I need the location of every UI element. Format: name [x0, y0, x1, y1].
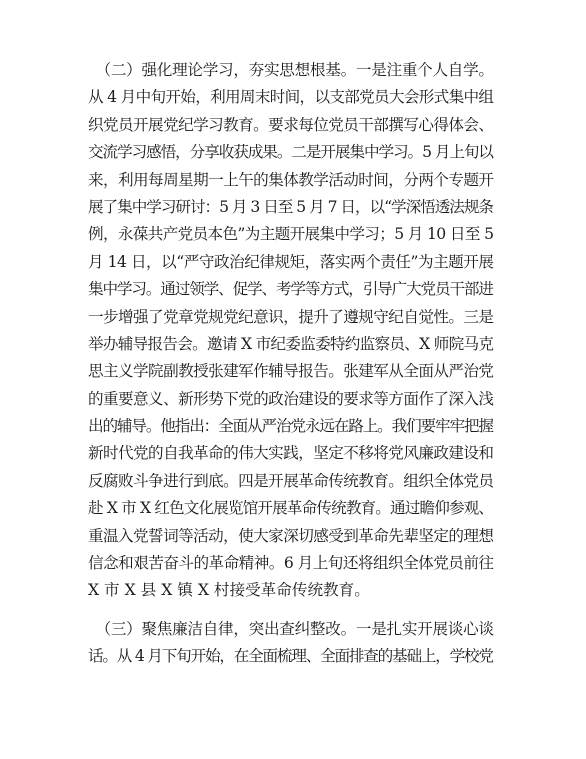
- text-line: 反腐败斗争进行到底。四是开展革命传统教育。组织全体党员: [88, 471, 494, 490]
- text-line: 重温入党誓词等活动，使大家深切感受到革命先辈坚定的理想: [88, 526, 494, 545]
- text-line: 举办辅导报告会。邀请 X 市纪委监委特约监察员、X 师院马克: [88, 334, 494, 353]
- text-line: 的重要意义、新形势下党的政治建设的要求等方面作了深入浅: [88, 389, 494, 408]
- text-line: 月 14 日，以“严守政治纪律规矩，落实两个责任”为主题开展: [88, 252, 494, 271]
- text-line: 信念和艰苦奋斗的革命精神。6 月上旬还将组织全体党员前往: [88, 554, 494, 573]
- text-line: 织党员开展党纪学习教育。要求每位党员干部撰写心得体会、: [88, 115, 494, 134]
- text-line: （二）强化理论学习，夯实思想根基。一是注重个人自学。: [88, 61, 494, 79]
- section-2-paragraph: [88, 57, 494, 605]
- text-line: 从 4 月中旬开始，利用周末时间，以支部党员大会形式集中组: [88, 88, 494, 107]
- section-3-paragraph: [88, 616, 494, 671]
- text-line: 话。从 4 月下旬开始，在全面梳理、全面排查的基础上，学校党: [88, 647, 493, 666]
- text-line: 交流学习感悟，分享收获成果。二是开展集中学习。5 月上旬以: [88, 143, 493, 162]
- text-line: X 市 X 县 X 镇 X 村接受革命传统教育。: [88, 581, 370, 600]
- text-line: 思主义学院副教授张建军作辅导报告。张建军从全面从严治党: [88, 362, 494, 381]
- text-line: 来，利用每周星期一上午的集体教学活动时间，分两个专题开: [88, 170, 494, 189]
- text-line: （三）聚焦廉洁自律，突出查纠整改。一是扎实开展谈心谈: [88, 620, 494, 638]
- text-line: 一步增强了党章党规党纪意识，提升了遵规守纪自觉性。三是: [88, 307, 494, 326]
- text-line: 集中学习。通过领学、促学、考学等方式，引导广大党员干部进: [88, 280, 493, 299]
- text-line: 展了集中学习研讨：5 月 3 日至 5 月 7 日，以“学深悟透法规条: [88, 197, 493, 216]
- text-line: 赴 X 市 X 红色文化展览馆开展革命传统教育。通过瞻仰参观、: [88, 499, 494, 518]
- text-line: 出的辅导。他指出：全面从严治党永远在路上。我们要牢牢把握: [88, 417, 493, 436]
- text-line: 例，永葆共产党员本色”为主题开展集中学习；5 月 10 日至 5: [88, 225, 494, 244]
- text-line: 新时代党的自我革命的伟大实践，坚定不移将党风廉政建设和: [88, 444, 494, 463]
